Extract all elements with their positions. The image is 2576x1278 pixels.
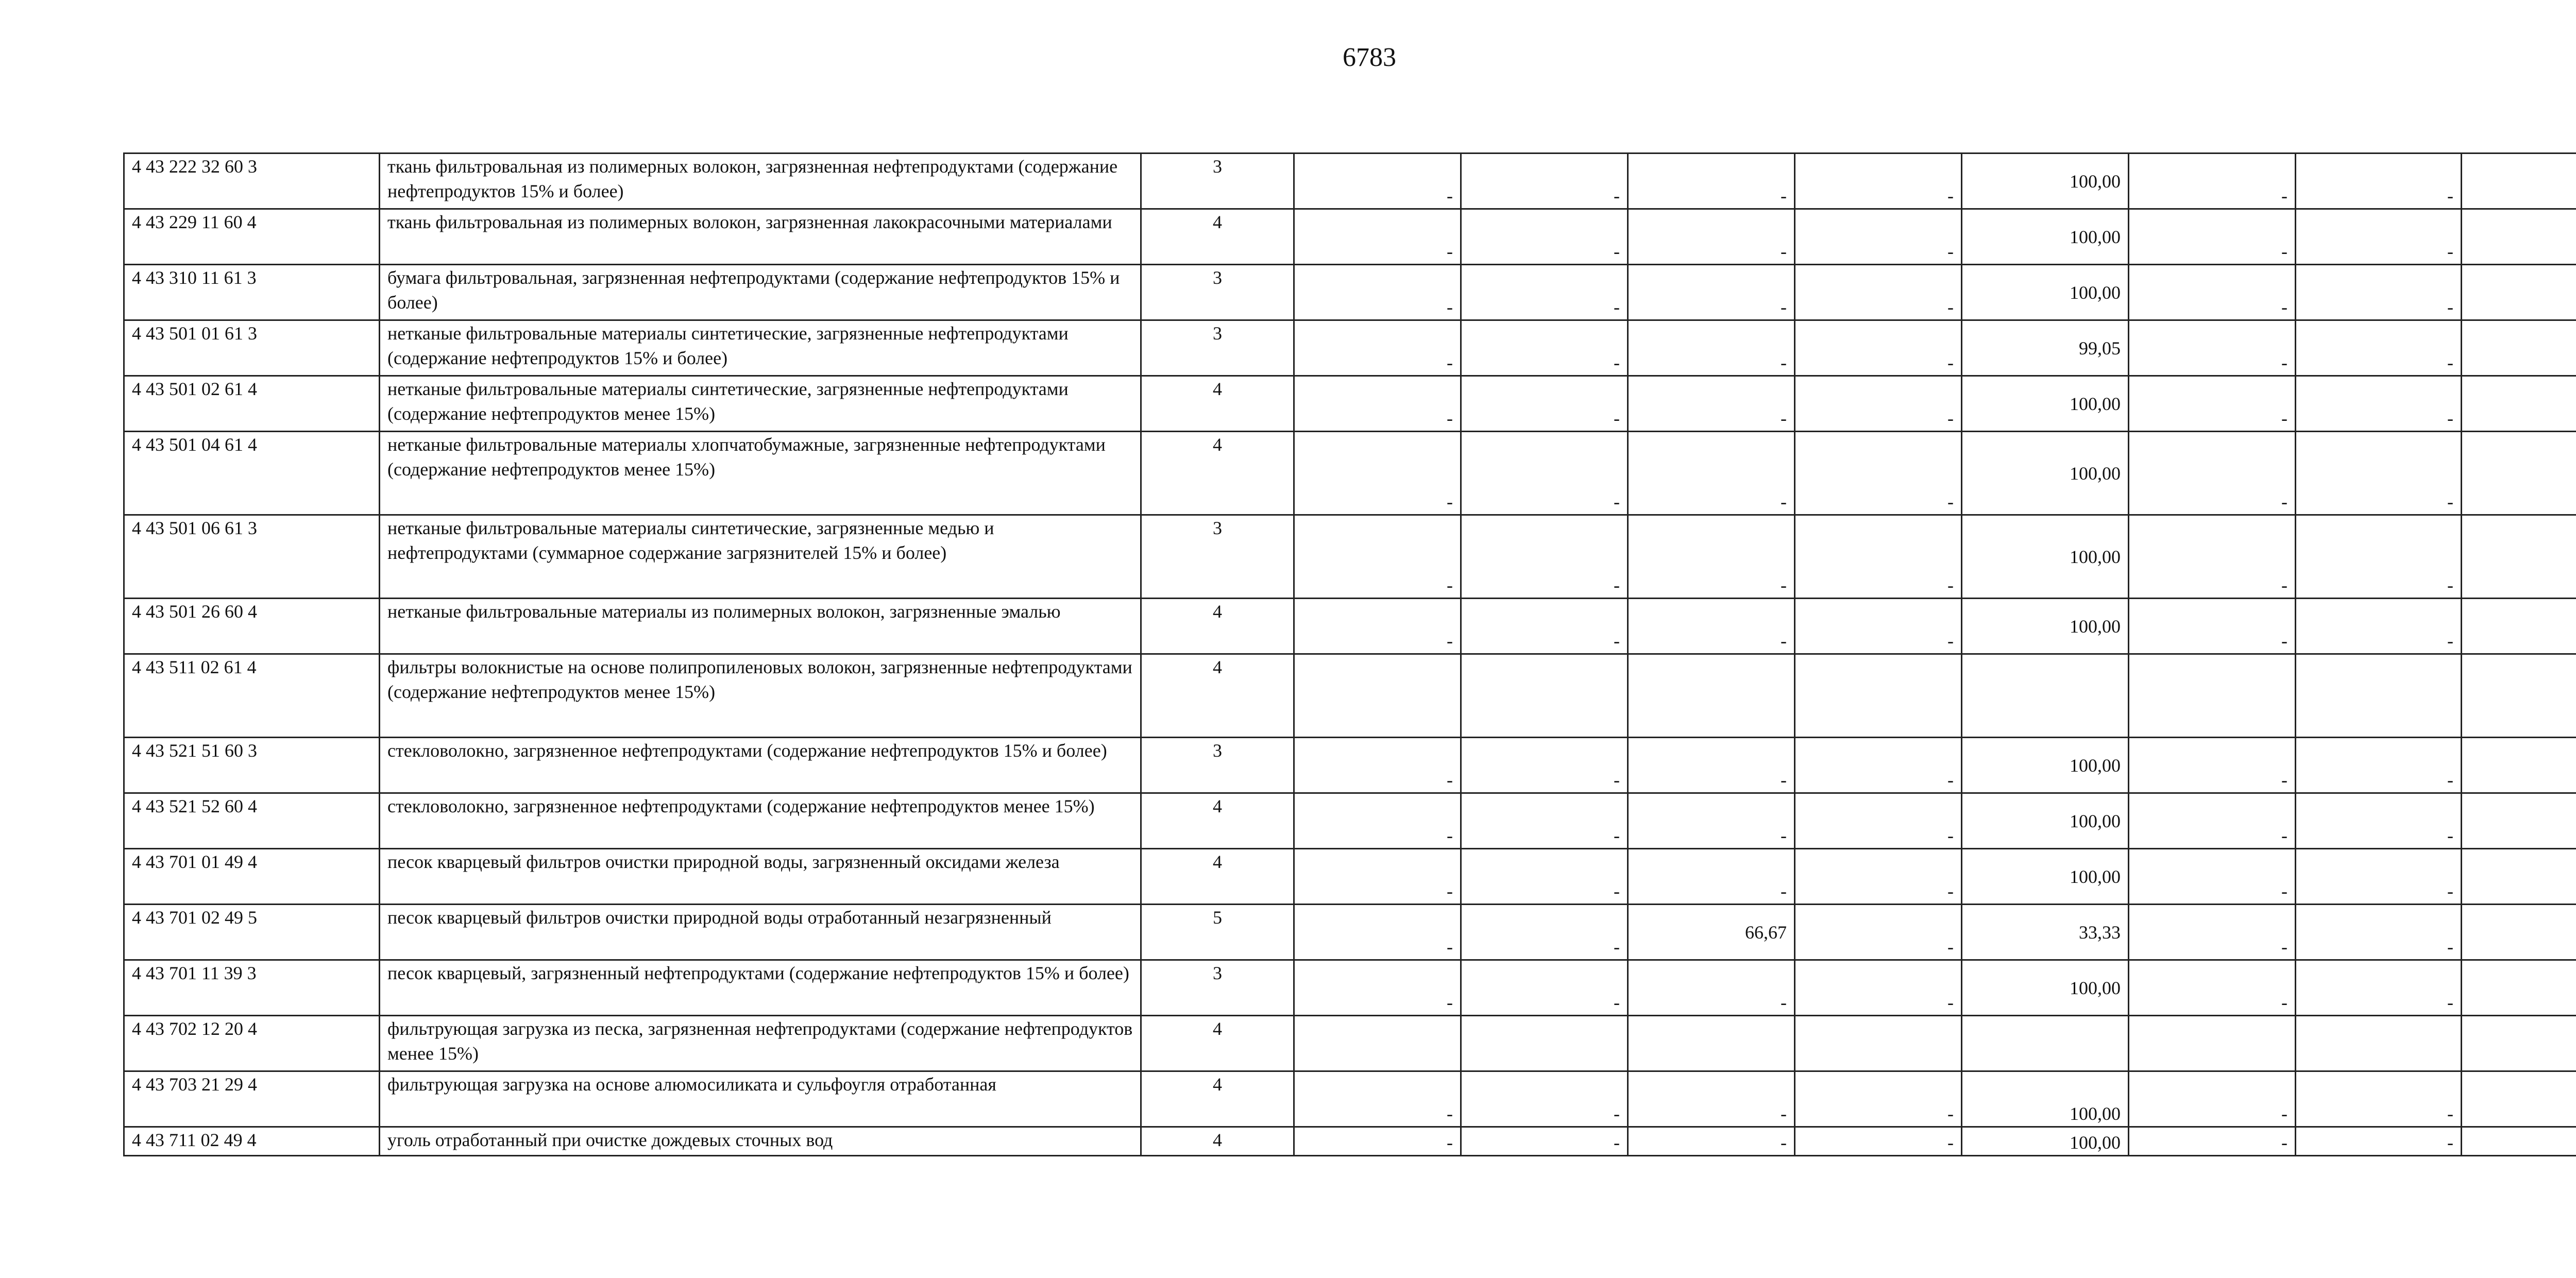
waste-code: 4 43 702 12 20 4 bbox=[124, 1016, 380, 1071]
value-cell-5 bbox=[1962, 654, 2129, 738]
table-row bbox=[124, 320, 2576, 376]
waste-code: 4 43 501 26 60 4 bbox=[124, 599, 380, 654]
value-cell-5: 100,00 bbox=[1962, 209, 2129, 265]
value-cell-7: - bbox=[2296, 793, 2462, 849]
value-cell-5: 100,00 bbox=[1962, 793, 2129, 849]
value-cell-4: - bbox=[1795, 265, 1962, 320]
value-cell-5: 100,00 bbox=[1962, 265, 2129, 320]
value-cell-7: - bbox=[2296, 905, 2462, 960]
value-cell-6: - bbox=[2129, 376, 2296, 432]
hazard-class: 4 bbox=[1141, 1127, 1294, 1156]
value-cell-3: - bbox=[1628, 960, 1795, 1016]
waste-table bbox=[123, 152, 2576, 1156]
value-cell-8 bbox=[2462, 1071, 2576, 1127]
value-cell-5: 100,00 bbox=[1962, 432, 2129, 515]
hazard-class: 4 bbox=[1141, 599, 1294, 654]
value-cell-7: - bbox=[2296, 376, 2462, 432]
value-cell-5: 99,05 bbox=[1962, 320, 2129, 376]
value-cell-7: - bbox=[2296, 209, 2462, 265]
table-row bbox=[124, 654, 2576, 738]
value-cell-3: - bbox=[1628, 599, 1795, 654]
waste-code: 4 43 711 02 49 4 bbox=[124, 1127, 380, 1156]
value-cell-1 bbox=[1294, 654, 1461, 738]
value-cell-6: - bbox=[2129, 905, 2296, 960]
value-cell-5: 100,00 bbox=[1962, 849, 2129, 905]
waste-name: ткань фильтровальная из полимерных волокон, загрязненная нефтепродуктами (содержание нефтепродуктов 15% и более) bbox=[380, 154, 1141, 209]
value-cell-2: - bbox=[1461, 209, 1628, 265]
value-cell-8 bbox=[2462, 1016, 2576, 1071]
hazard-class: 4 bbox=[1141, 849, 1294, 905]
hazard-class: 3 bbox=[1141, 960, 1294, 1016]
waste-code: 4 43 521 52 60 4 bbox=[124, 793, 380, 849]
value-cell-1 bbox=[1294, 1016, 1461, 1071]
waste-code: 4 43 222 32 60 3 bbox=[124, 154, 380, 209]
waste-code: 4 43 501 06 61 3 bbox=[124, 515, 380, 599]
waste-code: 4 43 229 11 60 4 bbox=[124, 209, 380, 265]
waste-name: песок кварцевый фильтров очистки природной воды, загрязненный оксидами железа bbox=[380, 849, 1141, 905]
waste-name: нетканые фильтровальные материалы синтетические, загрязненные нефтепродуктами (содержание нефтепродуктов менее 15%) bbox=[380, 376, 1141, 432]
waste-code: 4 43 701 02 49 5 bbox=[124, 905, 380, 960]
waste-code: 4 43 521 51 60 3 bbox=[124, 738, 380, 793]
table-row bbox=[124, 1127, 2576, 1156]
value-cell-3 bbox=[1628, 1016, 1795, 1071]
value-cell-5: 33,33 bbox=[1962, 905, 2129, 960]
value-cell-2: - bbox=[1461, 320, 1628, 376]
value-cell-1: - bbox=[1294, 905, 1461, 960]
value-cell-3: - bbox=[1628, 432, 1795, 515]
hazard-class: 3 bbox=[1141, 515, 1294, 599]
waste-name: нетканые фильтровальные материалы из полимерных волокон, загрязненные эмалью bbox=[380, 599, 1141, 654]
value-cell-8 bbox=[2462, 432, 2576, 515]
value-cell-2: - bbox=[1461, 960, 1628, 1016]
value-cell-3: - bbox=[1628, 793, 1795, 849]
value-cell-2: - bbox=[1461, 515, 1628, 599]
value-cell-6: - bbox=[2129, 320, 2296, 376]
waste-code: 4 43 701 01 49 4 bbox=[124, 849, 380, 905]
hazard-class: 4 bbox=[1141, 654, 1294, 738]
waste-code: 4 43 501 01 61 3 bbox=[124, 320, 380, 376]
value-cell-6: - bbox=[2129, 432, 2296, 515]
value-cell-2: - bbox=[1461, 432, 1628, 515]
value-cell-1: - bbox=[1294, 1127, 1461, 1156]
value-cell-1: - bbox=[1294, 1071, 1461, 1127]
value-cell-5: 100,00 bbox=[1962, 154, 2129, 209]
value-cell-8 bbox=[2462, 738, 2576, 793]
table-row bbox=[124, 515, 2576, 599]
table-row bbox=[124, 905, 2576, 960]
waste-name: стекловолокно, загрязненное нефтепродуктами (содержание нефтепродуктов менее 15%) bbox=[380, 793, 1141, 849]
value-cell-3 bbox=[1628, 654, 1795, 738]
value-cell-2 bbox=[1461, 654, 1628, 738]
value-cell-7 bbox=[2296, 654, 2462, 738]
value-cell-5 bbox=[1962, 1016, 2129, 1071]
value-cell-4 bbox=[1795, 1016, 1962, 1071]
value-cell-2: - bbox=[1461, 905, 1628, 960]
page-number: 6783 bbox=[1343, 43, 1396, 72]
value-cell-7 bbox=[2296, 1016, 2462, 1071]
value-cell-6: - bbox=[2129, 849, 2296, 905]
value-cell-2: - bbox=[1461, 265, 1628, 320]
waste-name: песок кварцевый, загрязненный нефтепродуктами (содержание нефтепродуктов 15% и более) bbox=[380, 960, 1141, 1016]
hazard-class: 3 bbox=[1141, 265, 1294, 320]
hazard-class: 4 bbox=[1141, 376, 1294, 432]
value-cell-3: - bbox=[1628, 209, 1795, 265]
value-cell-7: - bbox=[2296, 1071, 2462, 1127]
value-cell-1: - bbox=[1294, 599, 1461, 654]
value-cell-1: - bbox=[1294, 960, 1461, 1016]
value-cell-1: - bbox=[1294, 320, 1461, 376]
value-cell-4: - bbox=[1795, 905, 1962, 960]
hazard-class: 3 bbox=[1141, 738, 1294, 793]
value-cell-7: - bbox=[2296, 320, 2462, 376]
value-cell-1: - bbox=[1294, 849, 1461, 905]
value-cell-6: - bbox=[2129, 209, 2296, 265]
value-cell-8 bbox=[2462, 320, 2576, 376]
waste-name: фильтры волокнистые на основе полипропиленовых волокон, загрязненные нефтепродуктами (содержание нефтепродуктов менее 15%) bbox=[380, 654, 1141, 738]
value-cell-8 bbox=[2462, 515, 2576, 599]
waste-name: фильтрующая загрузка из песка, загрязненная нефтепродуктами (содержание нефтепродуктов менее 15%) bbox=[380, 1016, 1141, 1071]
value-cell-8 bbox=[2462, 1127, 2576, 1156]
value-cell-4: - bbox=[1795, 849, 1962, 905]
value-cell-4: - bbox=[1795, 793, 1962, 849]
hazard-class: 3 bbox=[1141, 154, 1294, 209]
waste-name: нетканые фильтровальные материалы синтетические, загрязненные нефтепродуктами (содержание нефтепродуктов 15% и более) bbox=[380, 320, 1141, 376]
value-cell-2: - bbox=[1461, 599, 1628, 654]
value-cell-4: - bbox=[1795, 376, 1962, 432]
value-cell-7: - bbox=[2296, 432, 2462, 515]
value-cell-5: 100,00 bbox=[1962, 1071, 2129, 1127]
waste-code: 4 43 511 02 61 4 bbox=[124, 654, 380, 738]
value-cell-7: - bbox=[2296, 960, 2462, 1016]
value-cell-5: 100,00 bbox=[1962, 960, 2129, 1016]
value-cell-2: - bbox=[1461, 1071, 1628, 1127]
value-cell-5: 100,00 bbox=[1962, 1127, 2129, 1156]
value-cell-8 bbox=[2462, 905, 2576, 960]
value-cell-6: - bbox=[2129, 793, 2296, 849]
waste-name: уголь отработанный при очистке дождевых сточных вод bbox=[380, 1127, 1141, 1156]
value-cell-8 bbox=[2462, 793, 2576, 849]
value-cell-8 bbox=[2462, 376, 2576, 432]
table-body bbox=[124, 154, 2576, 1156]
value-cell-4: - bbox=[1795, 1071, 1962, 1127]
table-row bbox=[124, 599, 2576, 654]
value-cell-8 bbox=[2462, 654, 2576, 738]
value-cell-1: - bbox=[1294, 432, 1461, 515]
value-cell-2: - bbox=[1461, 376, 1628, 432]
value-cell-6: - bbox=[2129, 960, 2296, 1016]
hazard-class: 4 bbox=[1141, 793, 1294, 849]
value-cell-6: - bbox=[2129, 515, 2296, 599]
table-row bbox=[124, 960, 2576, 1016]
value-cell-4: - bbox=[1795, 960, 1962, 1016]
value-cell-3: - bbox=[1628, 154, 1795, 209]
value-cell-4: - bbox=[1795, 209, 1962, 265]
value-cell-6: - bbox=[2129, 154, 2296, 209]
waste-code: 4 43 701 11 39 3 bbox=[124, 960, 380, 1016]
value-cell-3: - bbox=[1628, 849, 1795, 905]
value-cell-8 bbox=[2462, 599, 2576, 654]
value-cell-4: - bbox=[1795, 599, 1962, 654]
value-cell-8 bbox=[2462, 960, 2576, 1016]
hazard-class: 4 bbox=[1141, 1071, 1294, 1127]
value-cell-6 bbox=[2129, 654, 2296, 738]
value-cell-8 bbox=[2462, 265, 2576, 320]
table-row bbox=[124, 265, 2576, 320]
value-cell-4: - bbox=[1795, 515, 1962, 599]
value-cell-3: 66,67 bbox=[1628, 905, 1795, 960]
value-cell-6: - bbox=[2129, 1127, 2296, 1156]
value-cell-3: - bbox=[1628, 320, 1795, 376]
value-cell-6 bbox=[2129, 1016, 2296, 1071]
value-cell-2: - bbox=[1461, 793, 1628, 849]
value-cell-1: - bbox=[1294, 515, 1461, 599]
value-cell-4 bbox=[1795, 654, 1962, 738]
hazard-class: 5 bbox=[1141, 905, 1294, 960]
value-cell-1: - bbox=[1294, 376, 1461, 432]
hazard-class: 3 bbox=[1141, 320, 1294, 376]
value-cell-4: - bbox=[1795, 154, 1962, 209]
value-cell-6: - bbox=[2129, 265, 2296, 320]
value-cell-8 bbox=[2462, 209, 2576, 265]
waste-code: 4 43 310 11 61 3 bbox=[124, 265, 380, 320]
value-cell-7: - bbox=[2296, 849, 2462, 905]
value-cell-7: - bbox=[2296, 738, 2462, 793]
value-cell-3: - bbox=[1628, 515, 1795, 599]
value-cell-2 bbox=[1461, 1016, 1628, 1071]
value-cell-4: - bbox=[1795, 432, 1962, 515]
waste-code: 4 43 703 21 29 4 bbox=[124, 1071, 380, 1127]
waste-name: ткань фильтровальная из полимерных волокон, загрязненная лакокрасочными материалами bbox=[380, 209, 1141, 265]
value-cell-8 bbox=[2462, 154, 2576, 209]
value-cell-5: 100,00 bbox=[1962, 599, 2129, 654]
value-cell-7: - bbox=[2296, 599, 2462, 654]
value-cell-4: - bbox=[1795, 738, 1962, 793]
table-row bbox=[124, 1071, 2576, 1127]
value-cell-7: - bbox=[2296, 1127, 2462, 1156]
value-cell-3: - bbox=[1628, 738, 1795, 793]
waste-name: песок кварцевый фильтров очистки природной воды отработанный незагрязненный bbox=[380, 905, 1141, 960]
waste-code: 4 43 501 02 61 4 bbox=[124, 376, 380, 432]
value-cell-1: - bbox=[1294, 793, 1461, 849]
value-cell-3: - bbox=[1628, 376, 1795, 432]
table-row bbox=[124, 1016, 2576, 1071]
waste-name: стекловолокно, загрязненное нефтепродуктами (содержание нефтепродуктов 15% и более) bbox=[380, 738, 1141, 793]
table-row bbox=[124, 432, 2576, 515]
table-row bbox=[124, 793, 2576, 849]
value-cell-3: - bbox=[1628, 265, 1795, 320]
value-cell-3: - bbox=[1628, 1127, 1795, 1156]
table-row bbox=[124, 849, 2576, 905]
value-cell-5: 100,00 bbox=[1962, 738, 2129, 793]
value-cell-6: - bbox=[2129, 599, 2296, 654]
hazard-class: 4 bbox=[1141, 1016, 1294, 1071]
value-cell-1: - bbox=[1294, 154, 1461, 209]
hazard-class: 4 bbox=[1141, 432, 1294, 515]
value-cell-3: - bbox=[1628, 1071, 1795, 1127]
table-row bbox=[124, 738, 2576, 793]
waste-name: нетканые фильтровальные материалы синтетические, загрязненные медью и нефтепродуктами (суммарное содержание загрязнителей 15% и более) bbox=[380, 515, 1141, 599]
value-cell-7: - bbox=[2296, 265, 2462, 320]
value-cell-8 bbox=[2462, 849, 2576, 905]
value-cell-5: 100,00 bbox=[1962, 515, 2129, 599]
value-cell-2: - bbox=[1461, 154, 1628, 209]
value-cell-7: - bbox=[2296, 515, 2462, 599]
hazard-class: 4 bbox=[1141, 209, 1294, 265]
value-cell-1: - bbox=[1294, 209, 1461, 265]
value-cell-6: - bbox=[2129, 1071, 2296, 1127]
table-row bbox=[124, 154, 2576, 209]
value-cell-1: - bbox=[1294, 265, 1461, 320]
value-cell-7: - bbox=[2296, 154, 2462, 209]
waste-code: 4 43 501 04 61 4 bbox=[124, 432, 380, 515]
value-cell-5: 100,00 bbox=[1962, 376, 2129, 432]
value-cell-2: - bbox=[1461, 849, 1628, 905]
table-row bbox=[124, 209, 2576, 265]
waste-name: нетканые фильтровальные материалы хлопчатобумажные, загрязненные нефтепродуктами (содержание нефтепродуктов менее 15%) bbox=[380, 432, 1141, 515]
table-row bbox=[124, 376, 2576, 432]
waste-name: фильтрующая загрузка на основе алюмосиликата и сульфоугля отработанная bbox=[380, 1071, 1141, 1127]
value-cell-4: - bbox=[1795, 1127, 1962, 1156]
value-cell-4: - bbox=[1795, 320, 1962, 376]
value-cell-1: - bbox=[1294, 738, 1461, 793]
value-cell-2: - bbox=[1461, 1127, 1628, 1156]
waste-name: бумага фильтровальная, загрязненная нефтепродуктами (содержание нефтепродуктов 15% и более) bbox=[380, 265, 1141, 320]
value-cell-6: - bbox=[2129, 738, 2296, 793]
value-cell-2: - bbox=[1461, 738, 1628, 793]
